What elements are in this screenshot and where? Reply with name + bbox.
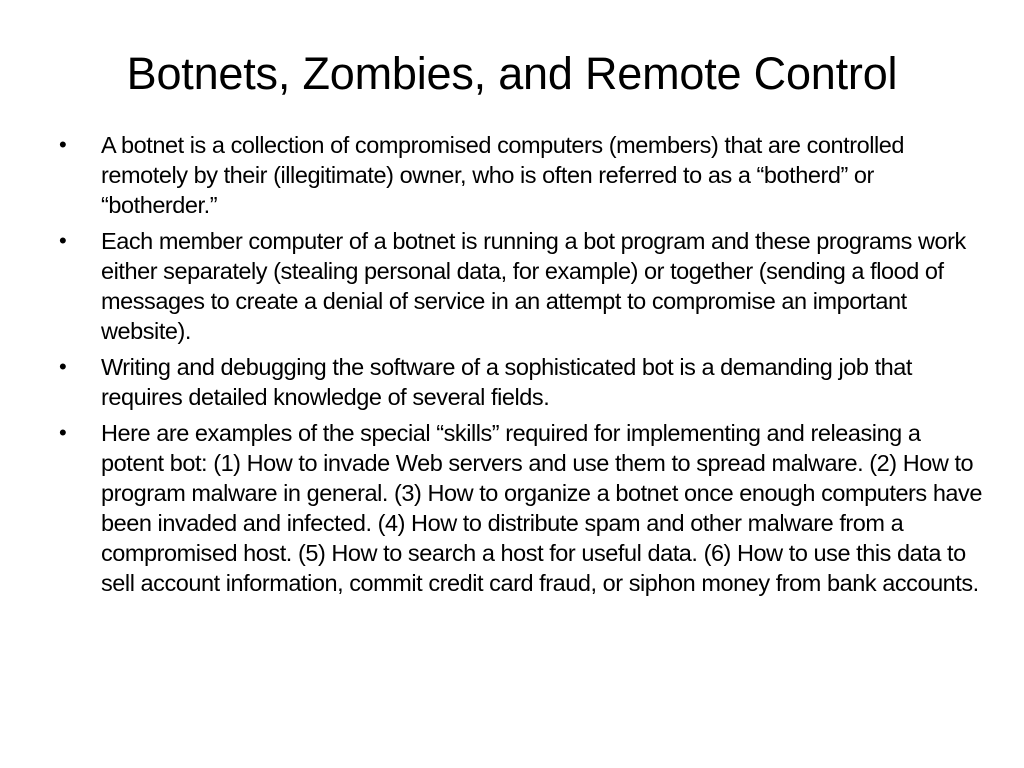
bullet-item — [56, 226, 986, 346]
bullet-item — [56, 352, 986, 412]
bullet-text: Writing and debugging the software of a sophisticated bot is a demanding job that requires detailed knowledge of several fields. — [101, 354, 912, 410]
bullet-icon: • — [59, 132, 67, 157]
bullet-item — [56, 418, 986, 598]
bullet-list — [56, 130, 986, 604]
bullet-icon: • — [59, 420, 67, 445]
bullet-text: A botnet is a collection of compromised computers (members) that are controlled remotely by their (illegitimate) owner, who is often referred to as a “botherd” or “botherder.” — [101, 132, 904, 218]
bullet-text: Here are examples of the special “skills” required for implementing and releasing a potent bot: (1) How to invade Web servers and use them to spread malware. (2) How to program malware in general. (3) How to organize a botnet once enough computers have been invaded and infected. (4) How to distribute spam and other malware from a compromised host. (5) How to search a host for useful data. (6) How to use this data to sell account information, commit credit card fraud, or siphon money from bank accounts. — [101, 420, 982, 596]
slide-title: Botnets, Zombies, and Remote Control — [126, 48, 898, 99]
bullet-icon: • — [59, 228, 67, 253]
bullet-text: Each member computer of a botnet is running a bot program and these programs work either separately (stealing personal data, for example) or together (sending a flood of messages to create a denial of service in an attempt to compromise an important website). — [101, 228, 966, 344]
bullet-icon: • — [59, 354, 67, 379]
bullet-item — [56, 130, 986, 220]
